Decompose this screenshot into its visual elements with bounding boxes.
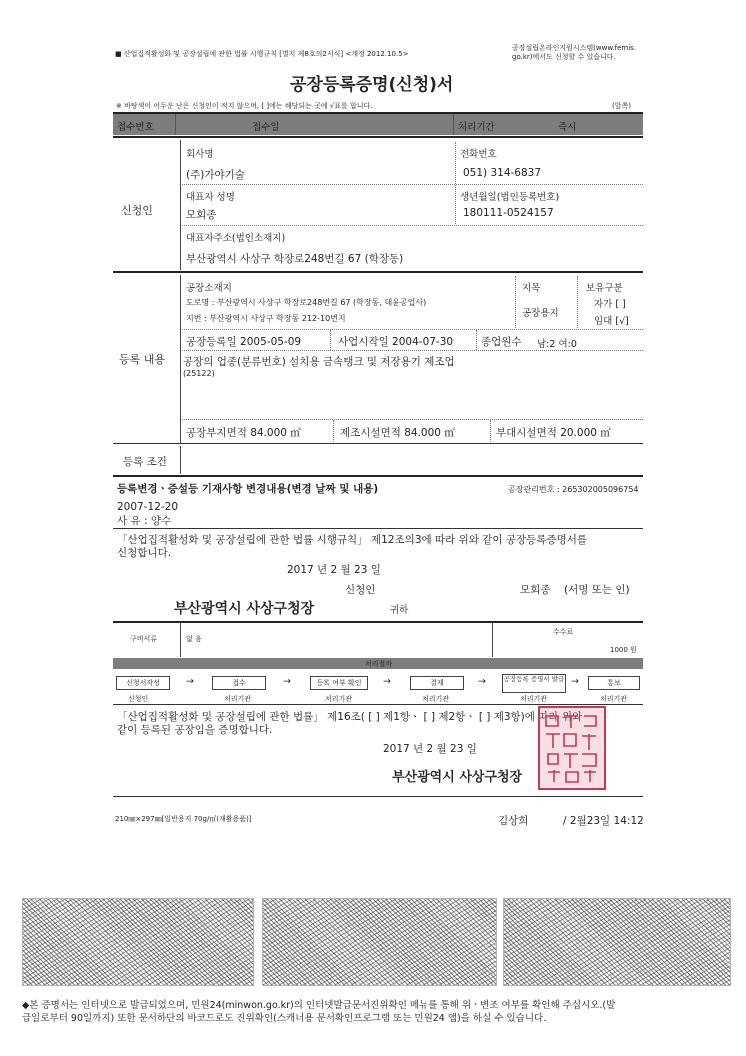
ownership-label: 보유구분 <box>586 283 623 294</box>
process-actor: 처리기관 <box>224 695 252 703</box>
handler-name: 김상희 <box>498 815 529 827</box>
process-actor: 처리기관 <box>422 695 450 703</box>
applicant-sign-label: 신청인 <box>345 584 376 596</box>
paper-specification: 210㎜×297㎜[일반용지 70g/㎡(재활용품)] <box>115 815 252 823</box>
required-documents-label: 구비서류 <box>130 635 158 643</box>
application-statement-line1: 「산업집적활성화 및 공장설립에 관한 법률 시행규칙」 제12조의3에 따라 위와 같이 공장등록증명서를 <box>117 534 587 546</box>
phone-label: 전화번호 <box>460 149 497 160</box>
receipt-date-label: 접수일 <box>252 122 280 133</box>
print-timestamp: / 2월23일 14:12 <box>563 815 644 827</box>
application-statement-line2: 신청합니다. <box>117 547 172 559</box>
process-arrow: → <box>383 676 391 687</box>
process-actor: 처리기관 <box>600 695 628 703</box>
required-documents-value: 없 음 <box>186 635 202 643</box>
representative-label: 대표자 성명 <box>186 192 235 203</box>
business-start-date: 사업시작일 2004-07-30 <box>338 336 454 348</box>
industry-code: (25122) <box>183 369 215 378</box>
fee-value: 1000 원 <box>610 646 637 654</box>
registration-conditions-label: 등록 조건 <box>123 456 167 468</box>
auxiliary-area: 부대시설면적 20.000 ㎡ <box>496 427 611 439</box>
certification-date: 2017 년 2 월 23 일 <box>383 743 477 755</box>
issuer-name: 부산광역시 사상구청장 <box>392 770 523 785</box>
process-title: 처리절차 <box>365 660 393 668</box>
barcode-left <box>22 898 254 986</box>
site-area: 공장부지면적 84.000 ㎡ <box>186 427 301 439</box>
registration-section-label: 등록 내용 <box>119 353 166 366</box>
barcode-middle <box>262 898 497 986</box>
company-name-value: (주)가야기술 <box>186 169 245 181</box>
addressee-suffix: 귀하 <box>390 605 409 616</box>
process-actor: 처리기관 <box>325 695 353 703</box>
receipt-number-label: 접수번호 <box>117 122 154 133</box>
manufacturing-area: 제조시설면적 84.000 ㎡ <box>340 427 455 439</box>
official-seal <box>538 706 606 790</box>
fee-label: 수수료 <box>553 628 574 636</box>
factory-location-label: 공장소재지 <box>186 283 232 294</box>
addressee: 부산광역시 사상구청장 <box>174 601 315 617</box>
online-system-note <box>512 44 636 62</box>
process-step-verification: 등록 여부 확인 <box>310 676 368 690</box>
online-system-note-line1: 공장설립온라인지원시스템(www.femis. <box>512 44 637 52</box>
process-step-notification: 통보 <box>588 676 640 690</box>
lot-address: 지번 : 부산광역시 사상구 학장동 212-10번지 <box>186 314 346 323</box>
processing-period-value: 즉시 <box>558 122 577 133</box>
process-step-issuance: 공장등록 증명서 발급 <box>502 674 566 693</box>
process-arrow: → <box>571 676 579 687</box>
change-reason: 사 유 : 양수 <box>117 515 172 527</box>
birth-date-label: 생년월일(법인등록번호) <box>460 192 560 203</box>
process-arrow: → <box>283 676 291 687</box>
process-step-approval: 결재 <box>410 676 464 690</box>
process-arrow: → <box>478 676 486 687</box>
land-category-value: 공장용지 <box>522 308 559 319</box>
road-address: 도로명 : 부산광역시 사상구 학장로248번길 67 (학장동, 대윤공업사) <box>186 298 427 307</box>
ownership-lease-option: 임대 [√] <box>594 316 629 327</box>
process-actor: 처리기관 <box>520 695 548 703</box>
processing-period-label: 처리기간 <box>458 122 495 133</box>
application-date: 2017 년 2 월 23 일 <box>287 564 381 576</box>
phone-value: 051) 314-6837 <box>463 167 542 179</box>
representative-value: 모회종 <box>186 209 217 221</box>
document-title: 공장등록증명(신청)서 <box>290 75 454 95</box>
company-name-label: 회사명 <box>186 149 214 160</box>
footer-note-line2: 급일로부터 90일까지) 또한 문서하단의 바코드로도 진위확인(스캐너용 문서확인프로그램 또는 민원24 앱)을 하실 수 있습니다. <box>22 1013 547 1024</box>
applicant-sign-name: 모회종 <box>520 584 551 596</box>
process-actor: 신청인 <box>128 695 149 703</box>
changes-title: 등록변경ㆍ증설등 기재사항 변경내용(변경 날짜 및 내용) <box>117 483 379 495</box>
change-date: 2007-12-20 <box>117 501 179 513</box>
footer-note-line1: ◆본 증명서는 인터넷으로 발급되었으며, 민원24(minwon.go.kr)의 인터넷발급문서진위확인 메뉴를 통해 위ㆍ변조 여부를 확인해 주십시오.(발 <box>22 1000 616 1011</box>
form-reference: ■ 산업집적활성화 및 공장설립에 관한 법률 시행규칙 [별지 제8호의2서식] <개정 2012.10.5> <box>115 50 409 58</box>
process-step-receipt: 접수 <box>212 676 266 690</box>
notice-text: ※ 바탕색이 어두운 난은 신청인이 적지 않으며, [ ]에는 해당되는 곳에 √표를 합니다. <box>116 102 373 110</box>
birth-date-value: 180111-0524157 <box>463 207 554 219</box>
representative-address-label: 대표자주소(법인소재지) <box>186 233 286 244</box>
employees-value: 남:2 여:0 <box>537 339 577 350</box>
industry-type: 공장의 업종(분류번호) 설치용 금속탱크 및 저장용기 제조업 <box>183 356 455 368</box>
employees-label: 종업원수 <box>481 336 522 348</box>
certification-statement-line2: 같이 등록된 공장임을 증명합니다. <box>117 724 273 736</box>
seal-pattern-icon <box>540 708 604 788</box>
certification-statement-line1: 「산업집적활성화 및 공장설립에 관한 법률」 제16조( [ ] 제1항ㆍ [ ] 제2항ㆍ [ ] 제3항)에 따라 위와 <box>117 711 583 723</box>
applicant-section-label: 신청인 <box>121 204 153 217</box>
signature-note: (서명 또는 인) <box>564 584 630 596</box>
page-side: (앞쪽) <box>612 102 631 110</box>
representative-address-value: 부산광역시 사상구 학장로248번길 67 (학장동) <box>186 253 404 265</box>
barcode-right <box>503 898 731 986</box>
registration-date: 공장등록일 2005-05-09 <box>186 336 302 348</box>
land-category-label: 지목 <box>522 283 541 294</box>
process-step-application: 신청서작성 <box>116 676 170 690</box>
factory-management-number: 공장관리번호 : 265302005096754 <box>508 485 639 494</box>
process-arrow: → <box>186 676 194 687</box>
ownership-own-option: 자가 [ ] <box>594 299 626 310</box>
online-system-note-line2: go.kr)에서도 신청할 수 있습니다. <box>512 53 616 61</box>
